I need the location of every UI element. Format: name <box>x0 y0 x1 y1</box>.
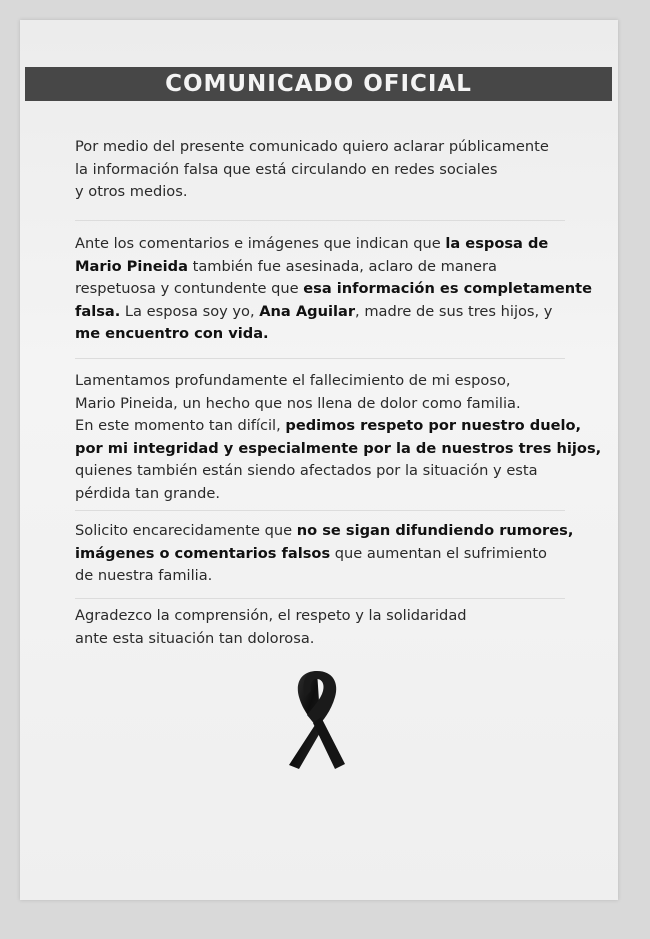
text-segment: La esposa soy yo, <box>120 302 260 320</box>
text-line <box>75 438 602 461</box>
divider <box>75 358 565 359</box>
divider <box>75 220 565 221</box>
text-line <box>75 233 575 256</box>
bold-text: Ana Aguilar <box>259 302 356 320</box>
title-banner <box>25 67 612 101</box>
text-segment: Agradezco la comprensión, el respeto y la solidaridad <box>75 607 467 624</box>
bold-text: pedimos respeto por nuestro duelo, <box>285 417 582 434</box>
text-segment: quienes también están siendo afectados por la situación y esta <box>75 462 538 479</box>
text-segment: respetuosa y contundente que <box>75 280 304 297</box>
bold-text: la esposa de <box>445 235 549 252</box>
text-line <box>75 159 575 182</box>
text-segment: Lamentamos profundamente el fallecimiento de mi esposo, <box>75 372 511 389</box>
text-line <box>75 605 575 628</box>
paragraph-thanks <box>75 605 575 650</box>
divider <box>75 598 565 599</box>
document-sheet <box>20 20 618 900</box>
text-segment: ante esta situación tan dolorosa. <box>75 629 315 647</box>
text-line <box>75 323 575 346</box>
text-segment: Mario Pineida, un hecho que nos llena de dolor como familia. <box>75 394 521 412</box>
text-line <box>75 181 575 204</box>
text-segment: de nuestra familia. <box>75 567 213 584</box>
bold-text: esa información es completamente <box>303 280 593 297</box>
text-line <box>75 370 575 393</box>
bold-text: Mario Pineida <box>75 257 188 275</box>
paragraph-clarification <box>75 233 593 346</box>
divider <box>75 510 565 511</box>
text-segment: Ante los comentarios e imágenes que indican que <box>75 235 446 252</box>
text-segment: Por medio del presente comunicado quiero aclarar públicamente <box>75 138 549 155</box>
text-line <box>75 520 575 543</box>
text-line <box>75 278 593 301</box>
text-segment: y otros medios. <box>75 183 188 200</box>
bold-text: falsa. <box>75 302 121 320</box>
text-segment: , madre de sus tres hijos, y <box>355 302 553 320</box>
text-line <box>75 628 575 651</box>
text-line <box>75 301 575 324</box>
text-line <box>75 460 575 483</box>
text-line <box>75 415 582 438</box>
bold-text: me encuentro con vida. <box>75 325 269 342</box>
text-segment: también fue asesinada, aclaro de manera <box>187 257 497 275</box>
text-line <box>75 565 575 588</box>
black-mourning-ribbon-icon <box>277 665 357 775</box>
text-segment: pérdida tan grande. <box>75 484 221 502</box>
text-segment: En este momento tan difícil, <box>75 417 286 434</box>
text-segment: la información falsa que está circulando en redes sociales <box>75 160 498 178</box>
text-line <box>75 136 575 159</box>
bold-text: imágenes o comentarios falsos <box>75 544 331 562</box>
paragraph-condolence <box>75 370 602 505</box>
document-title: COMUNICADO OFICIAL <box>165 71 472 97</box>
bold-text: no se sigan difundiendo rumores, <box>296 522 574 539</box>
text-line <box>75 483 575 506</box>
text-segment: que aumentan el sufrimiento <box>330 544 547 562</box>
paragraph-request <box>75 520 575 588</box>
text-line <box>75 393 575 416</box>
text-segment: Solicito encarecidamente que <box>75 522 297 539</box>
paragraph-intro <box>75 136 575 204</box>
text-line <box>75 256 575 279</box>
text-line <box>75 543 575 566</box>
bold-text: por mi integridad y especialmente por la de nuestros tres hijos, <box>75 439 602 457</box>
